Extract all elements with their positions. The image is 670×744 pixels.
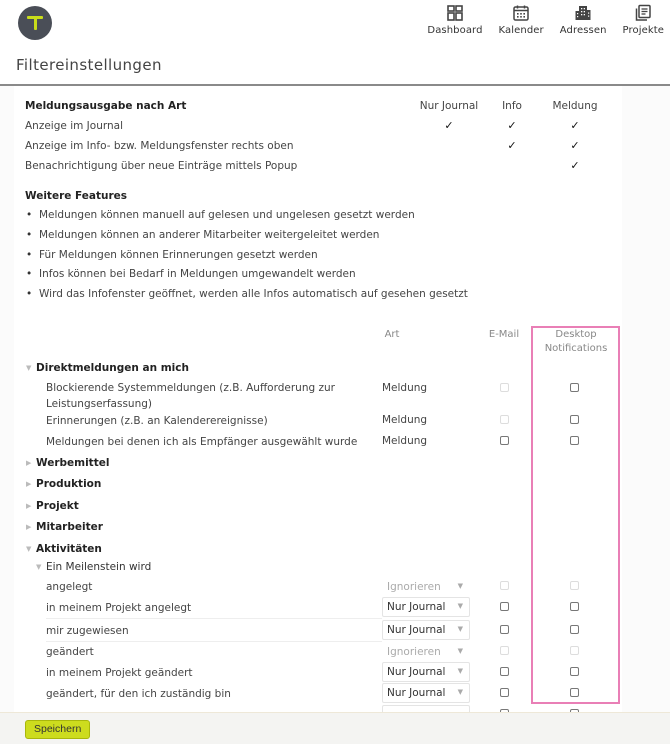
select-value: Ignorieren	[387, 646, 441, 658]
overview-row: Anzeige im Info- bzw. Meldungsfenster rechts oben	[25, 140, 294, 152]
chevron-down-icon: ▼	[457, 647, 463, 655]
nav-dashboard[interactable]	[427, 4, 482, 36]
group-produktion[interactable]	[26, 478, 101, 490]
group-label: Produktion	[36, 478, 102, 490]
email-checkbox[interactable]	[500, 688, 509, 697]
collapsed-triangle-icon: ▶	[26, 480, 32, 488]
features-heading: Weitere Features	[25, 190, 128, 202]
feature-item: • Meldungen können manuell auf gelesen und ungelesen gesetzt werden	[25, 208, 468, 228]
collapsed-triangle-icon: ▶	[26, 502, 32, 510]
subgroup-label: Ein Meilenstein wird	[46, 561, 152, 573]
row-art: Meldung	[382, 414, 428, 426]
art-select	[382, 577, 470, 597]
nav-kalender[interactable]	[499, 4, 544, 36]
email-checkbox	[500, 415, 509, 424]
main-nav	[411, 4, 664, 36]
nav-adressen[interactable]	[560, 4, 607, 36]
art-select[interactable]	[382, 683, 470, 703]
art-select[interactable]	[382, 705, 470, 712]
art-select[interactable]	[382, 620, 470, 640]
check-icon: ✓	[507, 139, 517, 152]
group-label: Aktivitäten	[36, 543, 102, 555]
row-label: geändert, für den ich zuständig bin	[46, 688, 231, 700]
row-label-line2: Leistungserfassung)	[46, 398, 152, 410]
email-checkbox[interactable]	[500, 625, 509, 634]
row-art: Meldung	[382, 435, 428, 447]
footer-bar	[0, 712, 670, 744]
row-label: geändert	[46, 646, 94, 658]
page-title: Filtereinstellungen	[16, 56, 162, 74]
row-label: in meinem Projekt angelegt	[46, 602, 192, 614]
group-direktmeldungen[interactable]	[26, 362, 189, 374]
nav-label: Kalender	[498, 25, 544, 36]
feature-item: • Infos können bei Bedarf in Meldungen umgewandelt werden	[25, 267, 468, 287]
select-value: Nur Journal	[387, 601, 446, 613]
col-meldung: Meldung	[552, 100, 598, 112]
col-desktop-line2: Notifications	[544, 343, 608, 354]
group-mitarbeiter[interactable]	[26, 521, 103, 533]
nav-label: Dashboard	[427, 25, 483, 36]
collapsed-triangle-icon: ▶	[26, 523, 32, 531]
check-icon: ✓	[570, 119, 580, 132]
row-label-empfaenger: Meldungen bei denen ich als Empfänger ausgewählt wurde	[46, 436, 358, 448]
subgroup-meilenstein[interactable]	[36, 561, 151, 573]
email-checkbox[interactable]	[500, 436, 509, 445]
col-email: E-Mail	[488, 329, 520, 340]
logo-t-stem	[34, 16, 37, 30]
feature-item: • Wird das Infofenster geöffnet, werden alle Infos automatisch auf gesehen gesetzt	[25, 287, 468, 307]
check-icon: ✓	[507, 119, 517, 132]
nav-projekte[interactable]	[623, 4, 664, 36]
group-werbemittel[interactable]	[26, 457, 109, 469]
check-icon: ✓	[570, 159, 580, 172]
projects-icon	[634, 4, 652, 22]
group-projekt[interactable]	[26, 500, 79, 512]
calendar-icon	[512, 4, 530, 22]
expanded-triangle-icon: ▼	[36, 563, 42, 571]
group-aktivitaeten[interactable]	[26, 543, 102, 555]
chevron-down-icon: ▼	[457, 625, 463, 633]
expanded-triangle-icon: ▼	[26, 364, 32, 372]
collapsed-triangle-icon: ▶	[26, 459, 32, 467]
col-art: Art	[384, 329, 400, 340]
content-area[interactable]	[0, 86, 670, 712]
feature-item: • Meldungen können an anderer Mitarbeiter weitergeleitet werden	[25, 228, 468, 248]
art-select[interactable]	[382, 597, 470, 617]
art-select	[382, 642, 470, 662]
desktop-notifications-highlight	[531, 326, 620, 704]
group-label: Direktmeldungen an mich	[36, 362, 189, 374]
email-checkbox[interactable]	[500, 602, 509, 611]
select-value: Ignorieren	[387, 581, 441, 593]
col-desktop-line1: Desktop	[555, 329, 597, 340]
row-divider	[46, 618, 382, 619]
email-checkbox[interactable]	[500, 667, 509, 676]
app-logo[interactable]	[18, 6, 52, 40]
check-icon: ✓	[570, 139, 580, 152]
save-button[interactable]: Speichern	[25, 720, 90, 739]
features-list	[25, 208, 468, 307]
row-label-line1: Blockierende Systemmeldungen (z.B. Aufforderung zur	[46, 382, 335, 394]
email-checkbox	[500, 581, 509, 590]
group-label: Projekt	[36, 500, 79, 512]
group-label: Mitarbeiter	[36, 521, 103, 533]
row-label: in meinem Projekt geändert	[46, 667, 193, 679]
row-label-blockierende	[46, 380, 335, 412]
check-icon: ✓	[444, 119, 454, 132]
email-checkbox	[500, 646, 509, 655]
group-label: Werbemittel	[36, 457, 110, 469]
select-value: Nur Journal	[387, 687, 446, 699]
col-nur-journal: Nur Journal	[419, 100, 479, 112]
overview-heading: Meldungsausgabe nach Art	[25, 100, 187, 112]
nav-label: Adressen	[559, 25, 607, 36]
buildings-icon	[574, 4, 592, 22]
select-value: Nur Journal	[387, 624, 446, 636]
select-value: Nur Journal	[387, 666, 446, 678]
chevron-down-icon: ▼	[457, 688, 463, 696]
expanded-triangle-icon: ▼	[26, 545, 32, 553]
nav-label: Projekte	[622, 25, 664, 36]
overview-row: Anzeige im Journal	[25, 120, 123, 132]
dashboard-icon	[446, 4, 464, 22]
col-info: Info	[502, 100, 522, 112]
chevron-down-icon: ▼	[457, 582, 463, 590]
row-divider	[46, 641, 382, 642]
overview-row: Benachrichtigung über neue Einträge mittels Popup	[25, 160, 298, 172]
email-checkbox	[500, 383, 509, 392]
chevron-down-icon: ▼	[457, 667, 463, 675]
row-label: mir zugewiesen	[46, 625, 129, 637]
top-bar	[0, 0, 670, 44]
art-select[interactable]	[382, 662, 470, 682]
row-label: angelegt	[46, 581, 93, 593]
row-art: Meldung	[382, 382, 428, 394]
row-label-erinnerungen: Erinnerungen (z.B. an Kalenderereignisse)	[46, 415, 268, 427]
chevron-down-icon: ▼	[457, 602, 463, 610]
feature-item: • Für Meldungen können Erinnerungen gesetzt werden	[25, 248, 468, 268]
